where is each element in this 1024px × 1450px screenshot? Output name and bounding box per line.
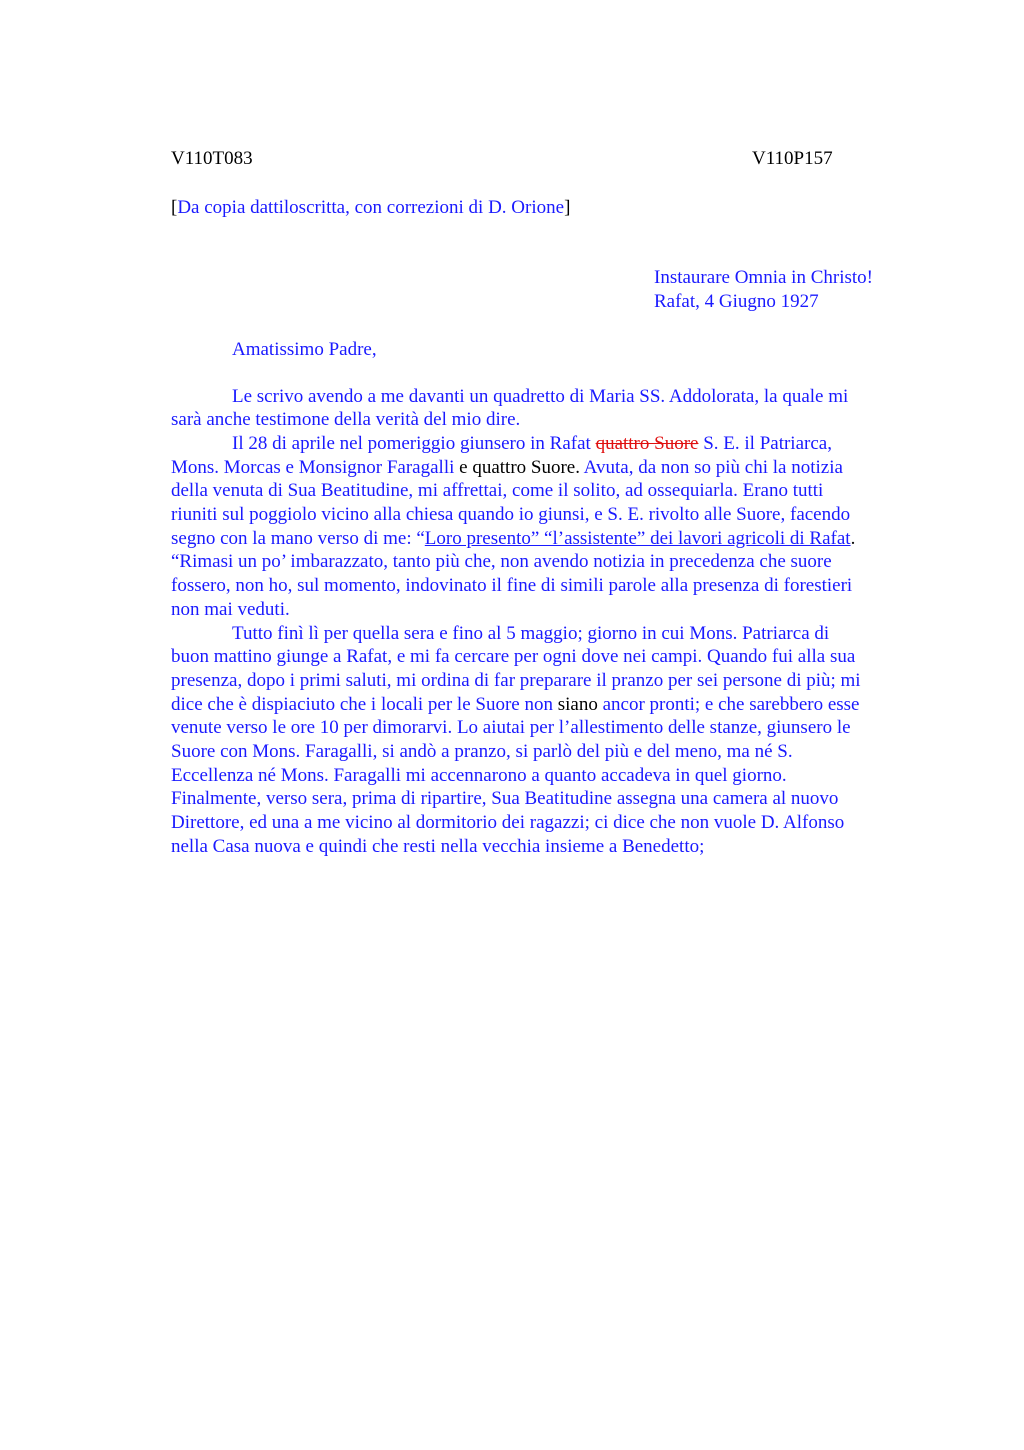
place-date: Rafat, 4 Giugno 1927 — [654, 291, 819, 312]
body-line: fossero, non ho, sul momento, indovinato il fine di simili parole alla presenza di forestieri — [171, 575, 853, 596]
body-line: sarà anche testimone della verità del mio dire. — [171, 409, 521, 430]
body-line: Direttore, ed una a me vicino al dormitorio dei ragazzi; ci dice che non vuole D. Alfonso — [171, 812, 845, 833]
body-line: venute verso le ore 10 per dimorarvi. Lo aiutai per l’allestimento delle stanze, giunsero le — [171, 717, 851, 738]
document-code-right: V110P157 — [752, 148, 833, 169]
body-line: Eccellenza né Mons. Faragalli mi accennarono a quanto accadeva in quel giorno. — [171, 765, 787, 786]
source-note — [171, 196, 570, 219]
body-line: buon mattino giunge a Rafat, e mi fa cercare per ogni dove nei campi. Quando fui alla sua — [171, 646, 856, 667]
body-text: Il 28 di aprile nel pomeriggio giunsero in Rafat — [232, 433, 596, 454]
body-text: Mons. Morcas e Monsignor Faragalli — [171, 457, 455, 478]
underlined-quote: Loro presento” “l’assistente” dei lavori agricoli di Rafat — [424, 528, 851, 549]
body-line: nella Casa nuova e quindi che resti nella vecchia insieme a Benedetto; — [171, 836, 705, 857]
document-code-left: V110T083 — [171, 148, 253, 169]
body-text: segno con la mano verso di me: “ — [171, 528, 425, 549]
body-line: Le scrivo avendo a me davanti un quadretto di Maria SS. Addolorata, la quale mi — [232, 386, 849, 407]
body-line: Suore con Mons. Faragalli, si andò a pranzo, si parlò del più e del meno, ma né S. — [171, 741, 793, 762]
body-line: riuniti sul poggiolo vicino alla chiesa quando io giunsi, e S. E. rivolto alle Suore, facendo — [171, 504, 851, 525]
body-text: dice che è dispiaciuto che i locali per le Suore non — [171, 694, 553, 715]
body-line: Tutto finì lì per quella sera e fino al 5 maggio; giorno in cui Mons. Patriarca di — [232, 623, 830, 644]
source-note-open-bracket: [ — [171, 197, 178, 218]
body-line: Finalmente, verso sera, prima di ripartire, Sua Beatitudine assegna una camera al nuovo — [171, 788, 839, 809]
body-line: “Rimasi un po’ imbarazzato, tanto più che, non avendo notizia in precedenza che suore — [171, 551, 832, 572]
body-line — [171, 456, 843, 480]
motto: Instaurare Omnia in Christo! — [654, 267, 873, 288]
body-line: della venuta di Sua Beatitudine, mi affrettai, come il solito, ad ossequiarla. Erano tutti — [171, 480, 824, 501]
body-text: ancor pronti; e che sarebbero esse — [597, 694, 860, 715]
body-line: non mai veduti. — [171, 599, 290, 620]
deleted-text: quattro Suore — [595, 433, 699, 454]
body-text: S. E. il Patriarca, — [698, 433, 832, 454]
inserted-correction: e quattro Suore. — [454, 457, 580, 478]
body-text: . — [850, 528, 856, 549]
body-line: presenza, dopo i primi saluti, mi ordina di far preparare il pranzo per sei persone di più; mi — [171, 670, 861, 691]
body-line — [232, 432, 832, 456]
source-note-close-bracket: ] — [564, 197, 571, 218]
body-line — [171, 693, 860, 717]
inserted-correction: siano — [552, 694, 598, 715]
source-note-text: Da copia dattiloscritta, con correzioni di D. Orione — [177, 197, 565, 218]
salutation: Amatissimo Padre, — [232, 339, 377, 360]
body-text: Avuta, da non so più chi la notizia — [579, 457, 843, 478]
body-line — [171, 527, 855, 551]
